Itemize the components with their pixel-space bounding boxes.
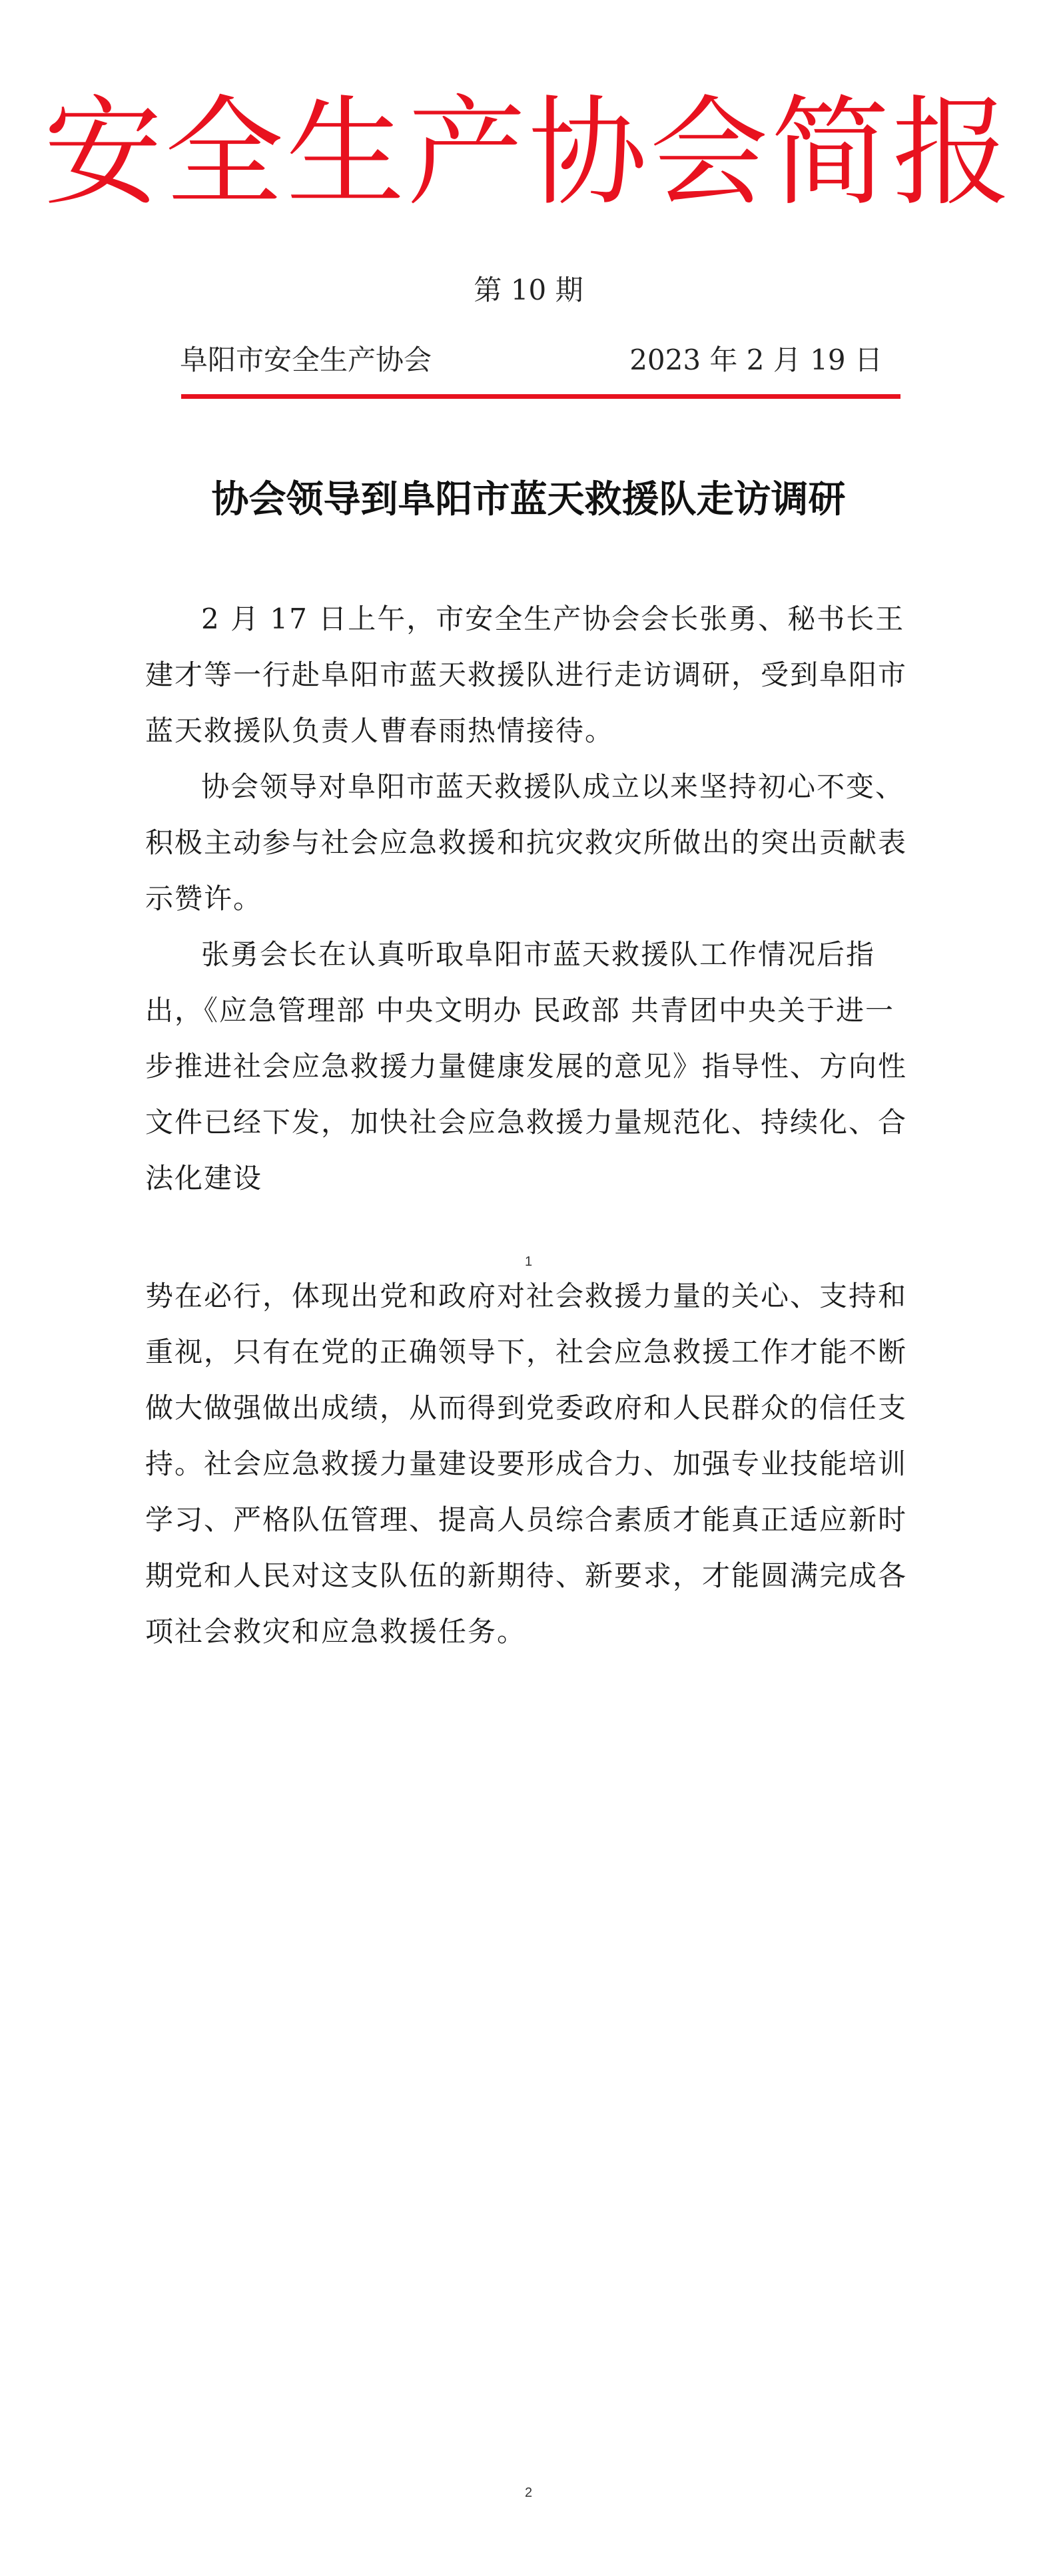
issue-number: 第 10 期	[474, 274, 583, 306]
issuing-organization: 阜阳市安全生产协会	[180, 344, 432, 376]
page-number-2: 2	[524, 2485, 533, 2500]
issue-date: 2023 年 2 月 19 日	[629, 344, 882, 376]
article-title: 协会领导到阜阳市蓝天救援队走访调研	[211, 477, 846, 521]
paragraph-2: 协会领导对阜阳市蓝天救援队成立以来坚持初心不变、积极主动参与社会应急救援和抗灾救灾所做出的突出贡献表示赞许。	[145, 770, 908, 915]
article-body-page-1	[145, 591, 921, 1206]
masthead-title: 安全生产协会简报	[43, 84, 1014, 222]
masthead-red-rule	[181, 394, 900, 399]
paragraph-3-continued: 势在必行，体现出党和政府对社会救援力量的关心、支持和重视，只有在党的正确领导下，社会应急救援工作才能不断做大做强做出成绩，从而得到党委政府和人民群众的信任支持。社会应急救援力量建设要形成合力、加强专业技能培训学习、严格队伍管理、提高人员综合素质才能真正适应新时期党和人民对这支队伍的新期待、新要求，才能圆满完成各项社会救灾和应急救援任务。	[145, 1280, 908, 1648]
article-body-page-2	[145, 1268, 921, 1660]
page-number-1: 1	[524, 1254, 533, 1269]
paragraph-1: 2 月 17 日上午，市安全生产协会会长张勇、秘书长王建才等一行赴阜阳市蓝天救援队进行走访调研，受到阜阳市蓝天救援队负责人曹春雨热情接待。	[145, 603, 908, 747]
paragraph-3: 张勇会长在认真听取阜阳市蓝天救援队工作情况后指出，《应急管理部 中央文明办 民政部 共青团中央关于进一步推进社会应急救援力量健康发展的意见》指导性、方向性文件已经下发，加快社会应急救援力量规范化、持续化、合法化建设	[145, 938, 908, 1194]
